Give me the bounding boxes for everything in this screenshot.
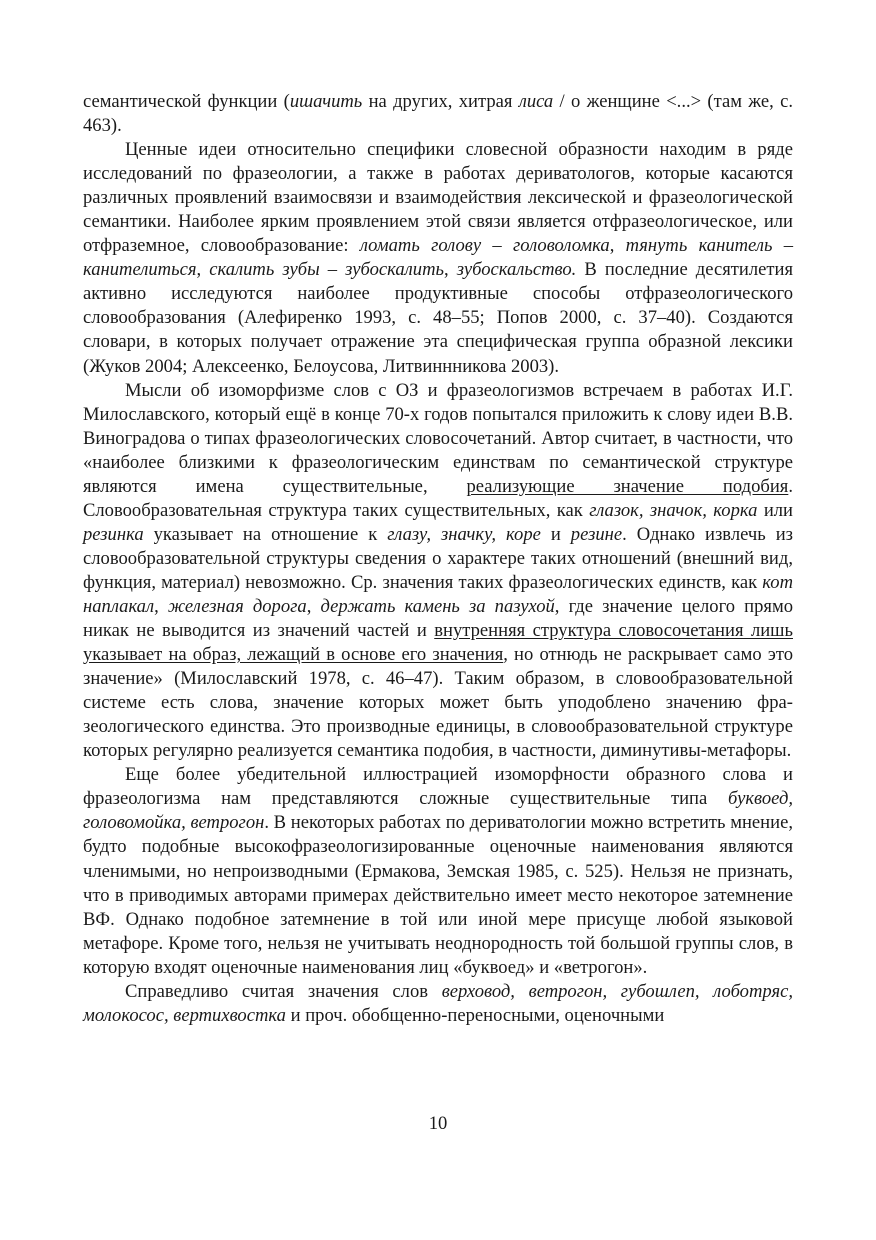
italic-text: буквоед, головомойка, ветрогон bbox=[83, 788, 793, 834]
text-run: , bbox=[306, 595, 321, 617]
italic-text: резине bbox=[570, 523, 623, 545]
italic-text: тянуть канитель – канителиться bbox=[83, 235, 793, 281]
text-run: / о женщине <...> (там же, с. 463). bbox=[83, 91, 793, 137]
text-run: и проч. обобщенно-переносными, оценочными bbox=[285, 1004, 665, 1026]
paragraph bbox=[83, 138, 793, 378]
underlined-text: реализующие значение подобия bbox=[466, 475, 789, 497]
page-body bbox=[83, 90, 793, 1028]
italic-text: железная дорога bbox=[167, 595, 307, 617]
text-run: или bbox=[757, 499, 793, 521]
text-run: Ценные идеи относительно специфики словесной образности находим в ряде исследований по фразеологии, а также в работах дериватологов, которые касаются различных проявлений взаимосвязи и взаимодействия лексической и фразеологической семантики. Наиболее ярким проявлением этой связи является отфразеологическое, или отфраземное, словообразование: bbox=[83, 139, 793, 257]
text-run: указывает на отношение к bbox=[143, 523, 388, 545]
paragraph bbox=[83, 90, 793, 138]
italic-text: верховод, ветрогон, губошлеп, лоботряс, молокосос, вертихвостка bbox=[83, 980, 793, 1026]
text-run: , но отнюдь не раскрывает само это значение» (Милославский 1978, с. 46–47). Таким образом, в словообразовательной системе есть слова, значение которых может быть уподоблено значению фразеологического единства. Это производные единицы, в словообразовательной структуре которых регулярно реализуется семантика подобия, в частности, диминутивы-метафоры. bbox=[83, 644, 794, 762]
text-run: Справедливо считая значения слов bbox=[125, 980, 442, 1002]
text-run: . Словообразовательная структура таких существительных, как bbox=[83, 475, 793, 521]
text-run: , bbox=[196, 259, 210, 281]
text-run: и bbox=[540, 523, 571, 545]
italic-text: скалить зубы – зубоскалить bbox=[209, 259, 444, 281]
text-run: . В некоторых работах по дериватологии можно встретить мнение, будто подобные высокофразеологизированные оценочные наименования являются членимыми, но непроизводными (Ермакова, Земская 1985, с. 525). Нельзя не признать, что в приводимых авторами примерах действительно имеет место некоторое затемнение ВФ. Однако подобное затемнение в той или иной мере присуще любой языковой метафоре. Кроме того, нельзя не учитывать неоднородность той большой группы слов, в которую входят оценочные наименования лиц «буквоед» и «ветрогон». bbox=[83, 812, 793, 978]
text-run: Мысли об изоморфизме слов с ОЗ и фразеологизмов встречаем в работах И.Г. Милославского, который ещё в конце 70-х годов попытался приложить к слову идеи В.В. Виноградова о типах фразеологических словосочетаний. Автор считает, в частности, что «наиболее близкими к фразеологическим единствам по семантической структуре являются имена существительные, bbox=[83, 379, 793, 497]
text-run: . Однако извлечь из словообразовательной структуры сведения о характере таких отношений (внешний вид, функция, материал) невозможно. Ср. значения таких фразеологических единств, как bbox=[83, 523, 793, 593]
italic-text: ломать голову – головоломка bbox=[359, 235, 610, 257]
text-run: , bbox=[443, 259, 457, 281]
page-number: 10 bbox=[428, 1113, 448, 1134]
text-run: , bbox=[609, 235, 626, 257]
italic-text: глазок, значок, корка bbox=[589, 499, 758, 521]
italic-text: зубоскальство. bbox=[456, 259, 577, 281]
italic-text: глазу, значку, коре bbox=[387, 523, 541, 545]
italic-text: держать камень за пазухой bbox=[320, 595, 555, 617]
italic-text: кот наплакал bbox=[83, 571, 793, 617]
text-run: , bbox=[154, 595, 168, 617]
paragraph bbox=[83, 763, 793, 979]
paragraph bbox=[83, 980, 793, 1028]
italic-text: лиса bbox=[518, 91, 554, 112]
text-run: семантической функции ( bbox=[83, 91, 290, 112]
italic-text: ишачить bbox=[289, 91, 363, 112]
text-run: Еще более убедительной иллюстрацией изоморфности образного слова и фразеологизма нам представляются сложные существительные типа bbox=[83, 764, 793, 810]
paragraph bbox=[83, 379, 793, 764]
underlined-text: внутренняя структура словосочетания лишь указывает на образ, лежащий в основе его значения bbox=[83, 620, 793, 666]
text-run: на других, хитрая bbox=[362, 91, 519, 112]
text-run: , где значение целого прямо никак не выводится из значений частей и bbox=[83, 595, 794, 642]
italic-text: резинка bbox=[83, 523, 144, 545]
text-run: В последние десятилетия активно исследуются наиболее продуктивные способы отфразеологического словообразования (Алефиренко 1993, с. 48–55; Попов 2000, с. 37–40). Создаются словари, в которых получает отражение эта специфическая группа образной лексики (Жуков 2004; Алексеенко, Белоусова, Литвиннникова 2003). bbox=[83, 259, 794, 377]
